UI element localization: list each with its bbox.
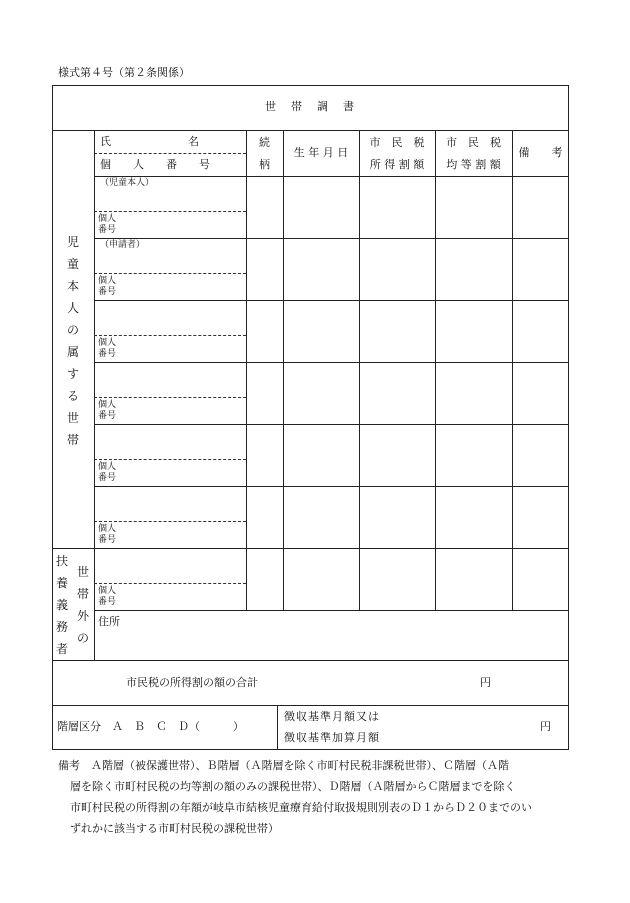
row-number-label: 個人 番号 <box>98 524 117 545</box>
title-divider <box>52 130 569 131</box>
column-divider <box>283 130 284 610</box>
header-income-tax-bottom: 所 得 割 額 <box>369 158 425 171</box>
form-title: 世 帯 調 書 <box>265 100 356 113</box>
header-income-tax-top: 市 民 税 <box>369 136 425 149</box>
header-number: 個 人 番 号 <box>100 158 210 171</box>
row-number-label: 個人 番号 <box>98 214 117 235</box>
total-divider <box>52 705 569 706</box>
fee-label-bottom: 徴収基準加算月額 <box>284 731 380 744</box>
name-number-dash <box>94 583 246 584</box>
remarks-note <box>58 755 532 839</box>
supporter-section-divider <box>52 660 569 661</box>
grade-divider <box>277 705 278 750</box>
header-relation-bottom: 柄 <box>259 158 270 171</box>
grade-classification: 階層区分 Ａ Ｂ Ｃ Ｄ（ ） <box>57 720 244 733</box>
remarks-line: 備考 Ａ階層（被保護世帯）、Ｂ階層（Ａ階層を除く市町村民税非課税世帯）、Ｃ階層（Ａ階 <box>58 759 509 772</box>
header-equal-tax-bottom: 均 等 割 額 <box>446 158 501 171</box>
name-number-dash <box>94 397 246 398</box>
row-divider <box>94 238 569 239</box>
column-divider <box>512 130 513 610</box>
household-section-label: 児 童 本 人 の 属 す る 世 帯 <box>66 235 79 447</box>
name-number-dash <box>94 211 246 212</box>
row-number-label: 個人 番号 <box>98 338 117 359</box>
address-divider <box>94 610 569 611</box>
supporter-number-label: 個人 番号 <box>98 586 117 607</box>
label-column-divider <box>94 130 95 660</box>
header-name-dash <box>94 153 246 154</box>
remarks-line: 層を除く市町村民税の均等割の額のみの課税世帯）、Ｄ階層（Ａ階層からＣ階層までを除く <box>70 780 516 793</box>
name-number-dash <box>94 335 246 336</box>
fee-unit: 円 <box>540 720 551 733</box>
remarks-line: ずれかに該当する市町村民税の課税世帯） <box>70 822 279 835</box>
header-remarks: 備 考 <box>518 146 563 159</box>
row-note-child: （児童本人） <box>100 178 155 188</box>
household-section-divider <box>52 548 569 549</box>
header-name: 氏 名 <box>100 135 199 148</box>
row-number-label: 個人 番号 <box>98 276 117 297</box>
row-number-label: 個人 番号 <box>98 462 117 483</box>
header-divider <box>94 176 569 177</box>
column-divider <box>435 130 436 610</box>
name-number-dash <box>94 273 246 274</box>
row-divider <box>94 424 569 425</box>
column-divider <box>359 130 360 610</box>
header-equal-tax-top: 市 民 税 <box>446 136 501 149</box>
row-divider <box>94 486 569 487</box>
column-divider <box>246 130 247 610</box>
income-tax-total-label: 市民税の所得割の額の合計 <box>126 676 258 689</box>
income-tax-total-unit: 円 <box>480 676 491 689</box>
supporter-address-label: 住所 <box>98 615 120 628</box>
name-number-dash <box>94 521 246 522</box>
fee-label-top: 徴収基準月額又は <box>284 710 380 723</box>
row-note-applicant: （申請者） <box>100 240 146 250</box>
row-divider <box>94 300 569 301</box>
supporter-label-main: 扶 養 義 務 者 <box>55 554 68 656</box>
header-relation-top: 続 <box>259 136 270 149</box>
row-number-label: 個人 番号 <box>98 400 117 421</box>
form-number: 様式第４号（第２条関係） <box>58 66 190 79</box>
remarks-line: 市町村民税の所得割の年額が岐阜市結核児童療育給付取扱規則別表のＤ１からＤ２０までのい <box>70 801 532 814</box>
header-birthdate: 生 年 月 日 <box>293 146 349 159</box>
row-divider <box>94 362 569 363</box>
name-number-dash <box>94 459 246 460</box>
supporter-label-sub: 世 帯 外 の <box>76 565 89 645</box>
